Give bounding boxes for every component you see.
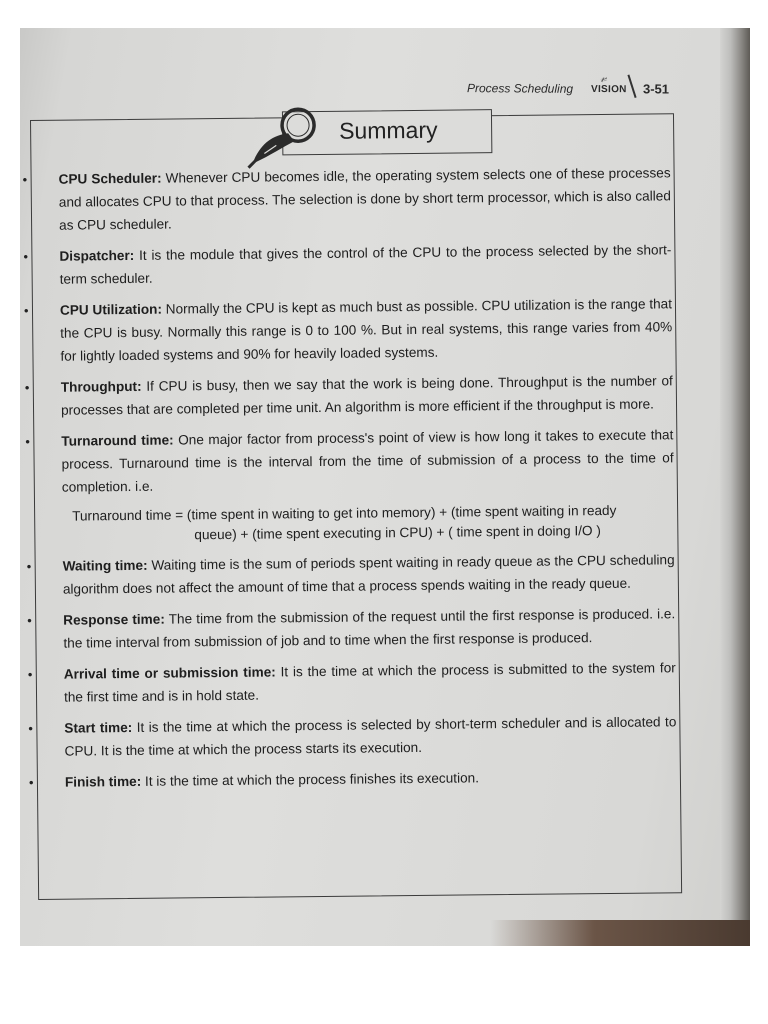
formula-line-2: queue) + (time spent executing in CPU) + ( time spent in doing I/O ) — [194, 523, 601, 543]
term-description: It is the time at which the process finishes its execution. — [144, 770, 480, 789]
list-item-cpu-scheduler — [22, 161, 672, 236]
term-description: If CPU is busy, then we say that the work is being done. Throughput is the number of processes that are completed per time unit. An algorithm is more efficient if the throughput is more. — [60, 373, 673, 418]
list-item-waiting-time — [26, 548, 675, 600]
list-item-dispatcher — [23, 238, 672, 290]
term-label: Dispatcher: — [59, 247, 135, 264]
list-item-cpu-utilization — [23, 292, 673, 367]
bullet-icon: • — [28, 721, 34, 737]
term-label: Finish time: — [64, 773, 142, 790]
bullet-icon: • — [25, 434, 31, 450]
bullet-icon: • — [22, 172, 28, 188]
list-item-throughput — [24, 369, 673, 421]
publisher-logo: VISION — [590, 83, 627, 96]
term-description: The time from the submission of the request until the first response is produced. i.e. the time interval from submission of job and to time when the first response is produced. — [63, 606, 676, 651]
list-item-arrival-time — [27, 656, 676, 708]
term-label: Response time: — [63, 611, 165, 628]
term-description: One major factor from process's point of view is how long it takes to execute that process. Turnaround time is the interval from the time of submission of a process to the time of completion. i.e. — [61, 427, 674, 495]
running-header — [465, 70, 725, 105]
summary-list — [22, 161, 678, 801]
turnaround-formula — [72, 500, 674, 546]
page-photo — [20, 28, 750, 946]
term-description: Whenever CPU becomes idle, the operating system selects one of these processes and allocates CPU to that process. The selection is done by short term processor, which is also called as CPU scheduler. — [58, 165, 671, 233]
term-label: Turnaround time: — [61, 432, 174, 449]
bullet-icon: • — [24, 380, 30, 396]
pen-nib-icon — [242, 103, 323, 170]
bullet-icon: • — [28, 775, 34, 791]
term-description: Normally the CPU is kept as much bust as possible. CPU utilization is the range that the CPU is busy. Normally this range is 0 to 100 %. But in real systems, this range varies from 40% for lightly loaded systems and 90% for heavily loaded systems. — [60, 296, 673, 364]
header-divider — [627, 75, 636, 98]
bullet-icon: • — [23, 249, 29, 265]
summary-title: Summary — [338, 116, 438, 144]
bullet-icon: • — [26, 559, 32, 575]
term-description: It is the time at which the process is selected by short-term scheduler and is allocated to CPU. It is the time at which the process starts its execution. — [64, 714, 677, 759]
bullet-icon: • — [27, 613, 32, 629]
term-description: It is the module that gives the control of the CPU to the process selected by the short-term scheduler. — [59, 242, 672, 287]
bullet-icon: • — [23, 303, 29, 319]
term-label: Start time: — [64, 719, 133, 736]
term-label: Throughput: — [60, 378, 142, 395]
term-description: It is the time at which the process is submitted to the system for the first time and is in hold state. — [63, 660, 676, 705]
term-description: Waiting time is the sum of periods spent waiting in ready queue as the CPU scheduling algorithm does not affect the amount of time that a process spends waiting in the ready queue. — [62, 552, 675, 597]
page-number: 3-51 — [642, 81, 670, 97]
term-label: CPU Utilization: — [59, 301, 163, 318]
summary-section — [22, 113, 692, 910]
background-floor — [490, 920, 750, 946]
term-label: CPU Scheduler: — [58, 170, 162, 187]
bullet-icon: • — [27, 667, 33, 683]
list-item-start-time — [28, 710, 677, 762]
term-label: Arrival time or submission time: — [63, 664, 276, 682]
publisher-logo-mark: 𝓋 — [600, 70, 607, 86]
term-label: Waiting time: — [62, 557, 148, 574]
list-item-finish-time — [28, 764, 677, 793]
list-item-turnaround-time — [25, 423, 674, 546]
page-stack-edge — [720, 28, 750, 946]
list-item-response-time — [27, 602, 676, 654]
formula-line-1: Turnaround time = (time spent in waiting to get into memory) + (time spent waiting in ready — [72, 502, 617, 524]
chapter-title: Process Scheduling — [466, 81, 574, 96]
